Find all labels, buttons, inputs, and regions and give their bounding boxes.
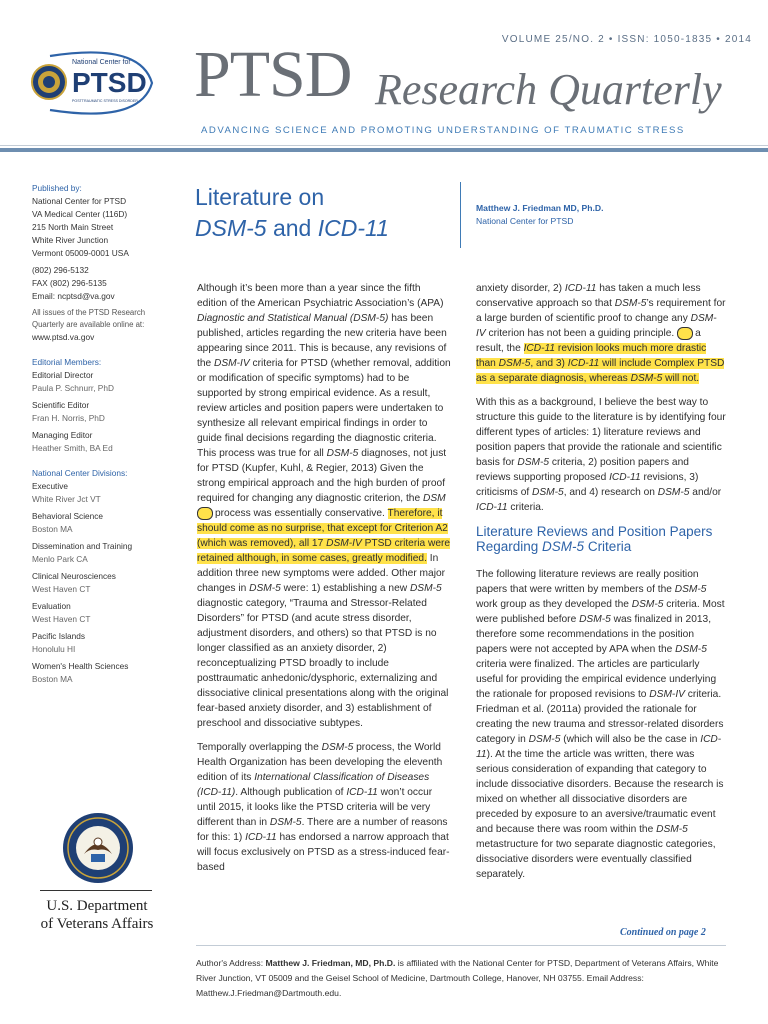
masthead-research-quarterly: Research Quarterly [375,65,722,114]
editor-name: Heather Smith, BA Ed [32,443,113,453]
issues-note: All issues of the PTSD Research Quarterly are available online at: [32,308,146,329]
body-column-2 [476,281,726,891]
email-row [32,290,172,303]
division-name: Women's Health Sciences [32,661,129,671]
editor-name: Fran H. Norris, PhD [32,413,105,423]
division-location: White River Jct VT [32,494,101,504]
article-title [195,182,455,244]
title-and: and [266,215,318,241]
publisher-line: VA Medical Center (116D) [32,209,128,219]
email-link[interactable]: ncptsd@va.gov [57,291,115,301]
section-heading-line2: Regarding DSM-5 Criteria [476,539,632,554]
article-title-line1: Literature on [195,184,325,210]
fax: FAX (802) 296-5135 [32,278,107,288]
logo-top-text: National Center for [72,59,131,66]
editorial-heading: Editorial Members: [32,357,102,367]
ncptsd-logo [30,48,158,118]
va-name-line2: of Veterans Affairs [40,916,154,932]
paragraph: With this as a background, I believe the best way to structure this guide to the literature is by identifying four different types of articles: 1) literature reviews and position papers that provide the rationale and scientific basis for DSM-5 criteria, 2) position papers and reviews supporting proposed ICD-11 revisions, 3) criticisms of DSM-5, and 4) research on DSM-5 and/or ICD-11 criteria. [476,397,726,513]
volume-issn: VOLUME 25/NO. 2 • ISSN: 1050-1835 • 2014 [501,34,752,45]
division-name: Clinical Neurosciences [32,571,116,581]
va-name-line1: U.S. Department [46,898,148,914]
article-title-line2 [195,213,455,244]
publisher-line: White River Junction [32,235,109,245]
division-name: Pacific Islands [32,631,86,641]
division-name: Dissemination and Training [32,541,133,551]
publisher-line: National Center for PTSD [32,196,127,206]
division-location: Boston MA [32,524,73,534]
sidebar [32,182,172,686]
editor-name: Paula P. Schnurr, PhD [32,383,114,393]
title-icd: ICD-11 [317,215,389,241]
footer-rule [196,945,726,946]
paragraph: The following literature reviews are really position papers that were written by members of the DSM-5 work group as they developed the DSM-5 criteria. Most were published before DSM-5 was finalized in 2013, therefore some recommendations in the position papers were not accepted by APA when the DSM-5 criteria were finalized. The articles are particularly useful for providing the empirical evidence underlying the rationale for proposed revisions to DSM-IV criteria. Friedman et al. (2011a) provided the rationale for creating the new trauma and stressor-related disorders category in DSM-5 (which will also be the case in ICD-11). At the time the article was written, there was serious consideration of expanding that category to include dissociative disorders. Because the research is mixed on whether all dissociative disorders are preceded by exposure to an aversive/traumatic event and because there was room within the DSM-5 metastructure for two separate diagnostic categories, dissociative disorders were eventually classified separately. [476,569,725,880]
section-heading-line1: Literature Reviews and Position Papers [476,524,713,539]
title-dsm: DSM-5 [195,215,267,241]
author-address: Author's Address: Matthew J. Friedman, MD, Ph.D. is affiliated with the National Center for PTSD, Department of Veterans Affairs, White River Junction, VT 05009 and the Geisel School of Medicine, Dartmouth College, Hanover, NH 03755. Email Address: Matthew.J.Friedman@Dartmouth.edu. [196,958,719,998]
logo-bottom-text: POSTTRAUMATIC STRESS DISORDER [72,99,138,103]
division-location: West Haven CT [32,614,91,624]
phone: (802) 296-5132 [32,265,89,275]
paragraph: anxiety disorder, 2) ICD-11 has taken a much less conservative approach so that DSM-5’s requirement for a large burden of scientific proof to change any DSM-IV criterion has not been a guiding principle. a result, the ICD-11 revision looks much more drastic than DSM-5, and 3) ICD-11 will include Complex PTSD as a separate diagnosis, whereas DSM-5 will not. [476,283,726,384]
header-blue-bar [0,148,768,152]
editor-role: Managing Editor [32,430,93,440]
published-by-heading: Published by: [32,183,82,193]
title-divider [460,182,461,248]
continued-link[interactable]: Continued on page 2 [620,927,706,938]
website-link[interactable]: www.ptsd.va.gov [32,332,95,342]
tagline: ADVANCING SCIENCE AND PROMOTING UNDERSTANDING OF TRAUMATIC STRESS [201,125,685,136]
divisions-heading: National Center Divisions: [32,468,128,478]
author-name: Matthew J. Friedman MD, Ph.D. [476,203,604,213]
division-name: Behavioral Science [32,511,104,521]
division-location: West Haven CT [32,584,91,594]
editor-role: Scientific Editor [32,400,90,410]
paragraph: Although it’s been more than a year since the fifth edition of the American Psychiatric Association’s (APA) Diagnostic and Statistical Manual (DSM-5) has been published, articles regarding the new criteria have been appearing since 2011. This is because, any revisions of the DSM-IV criteria for PTSD (whether removal, addition or modification of specific symptoms) had to be supported by strong empirical evidence. As a result, review articles and position papers were undertaken to synthesize all relevant empirical findings in order to guide final decisions regarding the diagnostic criteria. This process was true for all DSM-5 diagnoses, not just for PTSD (Kupfer, Kuhl, & Regier, 2013) Given the strong empirical approach and the high burden of proof required for changing any diagnostic criterion, the DSMprocess was essentially conservative. Therefore, it should come as no surprise, that except for Criterion A2 (which was removed), all 17 DSM-IV PTSD criteria were retained although, in some cases, greatly modified. In addition three new symptoms were added. Other major changes in DSM-5 were: 1) establishing a new DSM-5 diagnostic category, “Trauma and Stressor-Related Disorders” for PTSD (and acute stress disorder, adjustment disorders, and others) so that PTSD is no longer classified as an anxiety disorder, 2) reconceptualizing PTSD broadly to include posttraumatic anhedonic/dysphoric, externalizing and dissociative clinical presentations along with the original fear-based anxiety disorder, and 3) establishment of preschool and dissociative subtypes. [197,283,451,729]
paragraph: Temporally overlapping the DSM-5 process, the World Health Organization has been developing the eleventh edition of its International Classification of Diseases (ICD-11). Although publication of ICD-11 won’t occur until 2015, it looks like the PTSD criteria will be very different than in DSM-5. There are a number of reasons for this: 1) ICD-11 has endorsed a narrow approach that will focus exclusively on PTSD as a stress-induced fear-based [197,742,450,873]
header-rule [0,145,768,146]
author-affiliation: National Center for PTSD [476,216,574,226]
va-seal-icon [62,812,134,884]
section-heading [476,524,726,554]
masthead-ptsd: PTSD [194,38,352,111]
division-name: Evaluation [32,601,71,611]
comment-note-icon[interactable] [197,507,213,520]
comment-note-icon[interactable] [677,327,693,340]
division-name: Executive [32,481,68,491]
division-location: Menlo Park CA [32,554,88,564]
publisher-line: Vermont 05009-0001 USA [32,248,129,258]
logo-main-text: PTSD [72,67,147,98]
va-rule [40,890,152,891]
division-location: Boston MA [32,674,73,684]
division-location: Honolulu HI [32,644,76,654]
body-column-1 [197,281,451,884]
email-label: Email: [32,291,56,301]
editor-role: Editorial Director [32,370,94,380]
publisher-line: 215 North Main Street [32,222,114,232]
